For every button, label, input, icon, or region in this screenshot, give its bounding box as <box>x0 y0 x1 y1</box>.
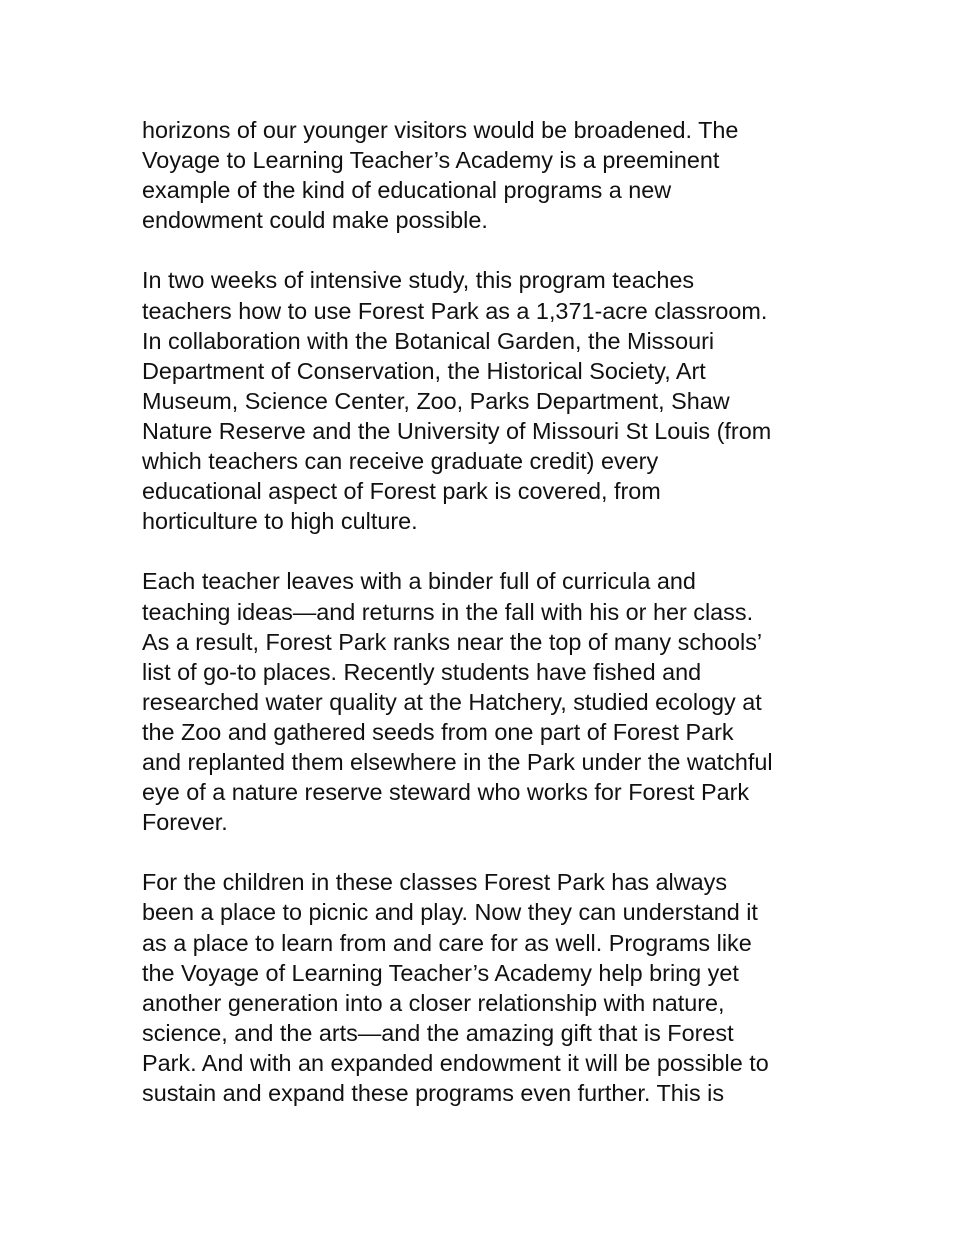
paragraph-4 <box>142 867 842 1108</box>
text-line: as a place to learn from and care for as well. Programs like <box>142 929 752 956</box>
text-line: another generation into a closer relationship with nature, <box>142 989 725 1016</box>
paragraph-2 <box>142 265 842 536</box>
text-line: the Voyage of Learning Teacher’s Academy help bring yet <box>142 959 739 986</box>
text-line: example of the kind of educational programs a new <box>142 177 672 204</box>
text-line: and replanted them elsewhere in the Park under the watchful <box>142 748 773 775</box>
text-line: horizons of our younger visitors would be broadened. The <box>142 117 739 143</box>
text-line: endowment could make possible. <box>142 207 488 234</box>
text-line: which teachers can receive graduate credit) every <box>142 448 659 475</box>
text-line: Museum, Science Center, Zoo, Parks Department, Shaw <box>142 387 730 414</box>
text-line: Nature Reserve and the University of Missouri St Louis (from <box>142 417 772 444</box>
paragraph-3 <box>142 566 842 837</box>
text-line: Department of Conservation, the Historical Society, Art <box>142 357 706 384</box>
text-line: In two weeks of intensive study, this program teaches <box>142 267 695 294</box>
text-line: been a place to picnic and play. Now they can understand it <box>142 899 758 926</box>
text-line: As a result, Forest Park ranks near the top of many schools’ <box>142 628 763 655</box>
text-line: Forever. <box>142 809 228 836</box>
text-line: Voyage to Learning Teacher’s Academy is a preeminent <box>142 147 720 174</box>
text-line: researched water quality at the Hatchery, studied ecology at <box>142 688 762 715</box>
text-line: the Zoo and gathered seeds from one part of Forest Park <box>142 718 734 745</box>
text-line: list of go-to places. Recently students have fished and <box>142 658 702 685</box>
text-line: teaching ideas—and returns in the fall with his or her class. <box>142 598 754 625</box>
text-line: horticulture to high culture. <box>142 508 418 535</box>
text-line: teachers how to use Forest Park as a 1,371-acre classroom. <box>142 297 768 324</box>
paragraph-1 <box>142 115 842 235</box>
text-line: sustain and expand these programs even further. This is <box>142 1080 725 1106</box>
text-line: science, and the arts—and the amazing gift that is Forest <box>142 1019 734 1046</box>
text-line: In collaboration with the Botanical Garden, the Missouri <box>142 327 715 354</box>
text-line: For the children in these classes Forest Park has always <box>142 869 728 896</box>
text-line: eye of a nature reserve steward who works for Forest Park <box>142 779 750 806</box>
body-text <box>142 115 842 1138</box>
text-line: educational aspect of Forest park is covered, from <box>142 478 661 505</box>
text-line: Each teacher leaves with a binder full of curricula and <box>142 568 696 595</box>
text-line: Park. And with an expanded endowment it will be possible to <box>142 1049 769 1076</box>
